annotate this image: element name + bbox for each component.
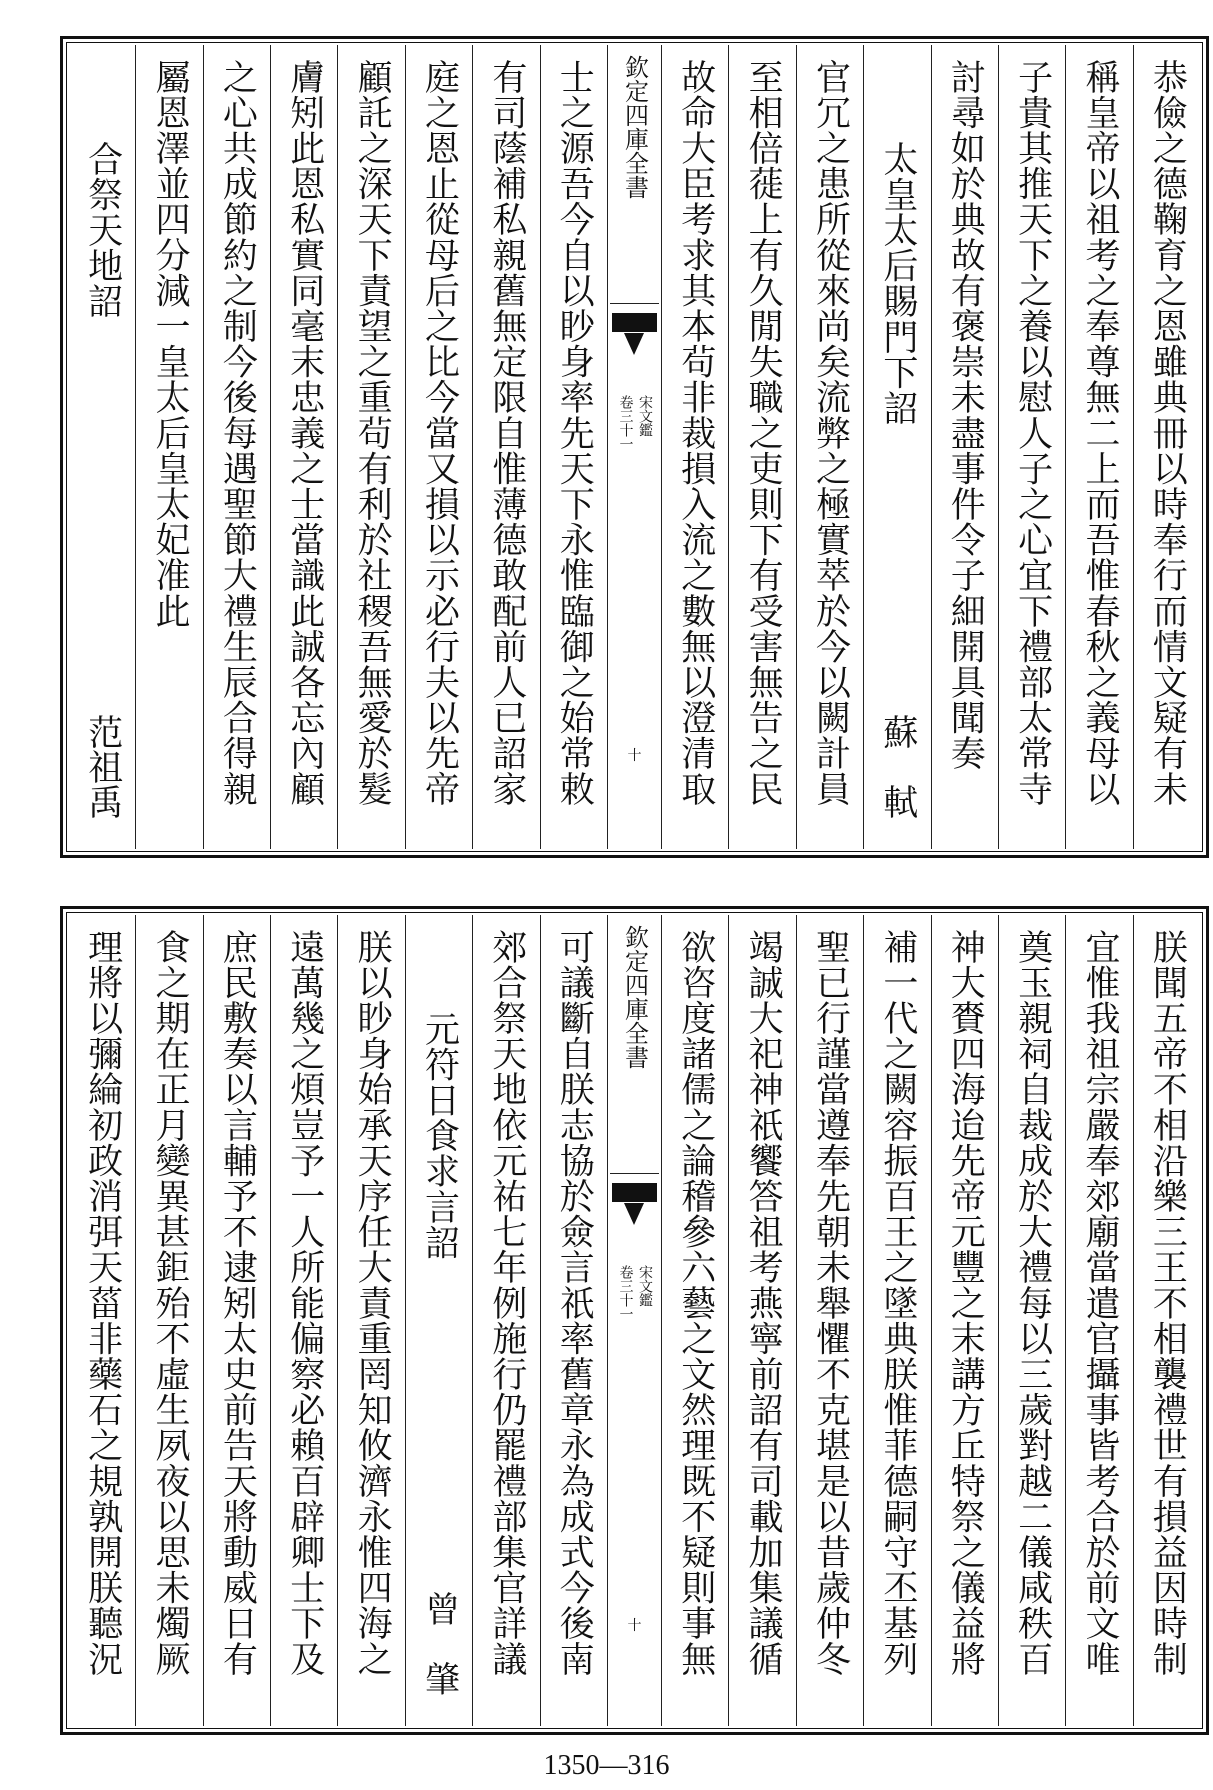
text-column — [728, 45, 795, 849]
text-column — [337, 915, 404, 1726]
text-column — [863, 915, 930, 1726]
text-line: 有司蔭補私親舊無定限自惟薄德敢配前人已詔家 — [486, 59, 527, 807]
bottom-page-columns — [69, 915, 1200, 1726]
text-column — [1065, 915, 1132, 1726]
heading-column — [405, 915, 472, 1726]
text-line: 遠萬幾之煩豈予一人所能偏察必賴百辟卿士下及 — [284, 929, 325, 1677]
fishtail-mark-icon — [612, 313, 657, 355]
text-line: 理將以彌綸初政消弭天菑非藥石之規孰開朕聽況 — [82, 929, 123, 1677]
text-column — [472, 915, 539, 1726]
bottom-page-panel — [60, 906, 1209, 1735]
edict-title: 太皇太后賜門下詔 — [877, 141, 918, 426]
text-column — [135, 45, 202, 849]
text-column — [270, 45, 337, 849]
text-line: 郊合祭天地依元祐七年例施行仍罷禮部集官詳議 — [486, 929, 527, 1677]
text-line: 子貴其推天下之養以慰人子之心宜下禮部太常寺 — [1012, 59, 1053, 807]
fold-rule — [610, 303, 659, 304]
text-column — [931, 915, 998, 1726]
text-column — [796, 915, 863, 1726]
text-line: 神大賚四海迨先帝元豐之末講方丘特祭之儀益將 — [945, 929, 986, 1677]
text-line: 竭誠大祀神祇饗答祖考燕寧前詔有司載加集議循 — [743, 929, 784, 1677]
text-line: 欲咨度諸儒之論稽參六藝之文然理既不疑則事無 — [675, 929, 716, 1677]
text-column — [203, 45, 270, 849]
text-column — [540, 45, 607, 849]
text-line: 故命大臣考求其本茍非裁損入流之數無以澄清取 — [675, 59, 716, 807]
text-line: 稱皇帝以祖考之奉尊無二上而吾惟春秋之義母以 — [1079, 59, 1120, 807]
text-line: 庶民敷奏以言輔予不逮矧太史前告天將動威日有 — [217, 929, 258, 1677]
fishtail-mark-icon — [612, 1183, 657, 1225]
volume-number: 卷三十一 — [617, 395, 634, 451]
text-line: 討尋如於典故有褒崇未盡事件令子細開具聞奏 — [945, 59, 986, 771]
text-line: 官冗之患所從來尚矣流弊之極實萃於今以闕計員 — [810, 59, 851, 807]
text-column — [998, 915, 1065, 1726]
text-column — [1133, 915, 1200, 1726]
volume-info — [615, 1265, 654, 1321]
text-line: 顧託之深天下責望之重茍有利於社稷吾無愛於髮 — [352, 59, 393, 807]
author-name: 蘇 軾 — [877, 714, 918, 819]
text-column — [405, 45, 472, 849]
text-column — [931, 45, 998, 849]
fold-rule — [610, 1173, 659, 1174]
text-line: 庭之恩止從母后之比今當又損以示必行夫以先帝 — [419, 59, 460, 807]
text-line: 宜惟我祖宗嚴奉郊廟當遣官攝事皆考合於前文唯 — [1079, 929, 1120, 1677]
page-number: 1350—316 — [543, 1750, 670, 1781]
text-column — [796, 45, 863, 849]
text-column — [728, 915, 795, 1726]
book-title: 宋文鑑 — [637, 395, 654, 437]
series-title: 欽定四庫全書 — [620, 55, 649, 199]
text-column — [1133, 45, 1200, 849]
edict-title: 元符日食求言詔 — [419, 1011, 460, 1261]
text-line: 朕以眇身始承天序任大責重罔知攸濟永惟四海之 — [352, 929, 393, 1677]
text-line: 朕聞五帝不相沿樂三王不相襲禮世有損益因時制 — [1147, 929, 1188, 1677]
volume-info — [615, 395, 654, 451]
text-column — [540, 915, 607, 1726]
text-column — [337, 45, 404, 849]
heading-column — [69, 45, 135, 849]
center-fold-column — [607, 915, 661, 1726]
volume-number: 卷三十一 — [617, 1265, 634, 1321]
author-name: 范祖禹 — [82, 714, 123, 819]
text-column — [661, 915, 728, 1726]
text-line: 膚矧此恩私實同毫末忠義之士當識此誠各忘內顧 — [284, 59, 325, 807]
text-line: 屬恩澤並四分減一皇太后皇太妃准此 — [149, 59, 190, 629]
text-column — [69, 915, 135, 1726]
text-line: 補一代之闕容振百王之墜典朕惟菲德嗣守丕基列 — [877, 929, 918, 1677]
text-column — [135, 915, 202, 1726]
text-column — [1065, 45, 1132, 849]
folio-number: 十 — [627, 1618, 642, 1634]
text-column — [203, 915, 270, 1726]
text-line: 食之期在正月變異甚鉅殆不虛生夙夜以思未燭厥 — [149, 929, 190, 1677]
top-page-columns — [69, 45, 1200, 849]
text-line: 恭儉之德鞠育之恩雖典冊以時奉行而情文疑有未 — [1147, 59, 1188, 807]
text-line: 至相倍蓰上有久閒失職之吏則下有受害無告之民 — [743, 59, 784, 807]
text-column — [270, 915, 337, 1726]
text-line: 士之源吾今自以眇身率先天下永惟臨御之始常敕 — [554, 59, 595, 807]
folio-number: 十 — [627, 748, 642, 764]
series-title: 欽定四庫全書 — [620, 925, 649, 1069]
text-column — [661, 45, 728, 849]
top-page-panel — [60, 36, 1209, 858]
text-line: 奠玉親祠自裁成於大禮每以三歲對越二儀咸秩百 — [1012, 929, 1053, 1677]
edict-title: 合祭天地詔 — [82, 141, 123, 319]
center-fold-column — [607, 45, 661, 849]
text-line: 聖已行謹當遵奉先朝未舉懼不克堪是以昔歲仲冬 — [810, 929, 851, 1677]
text-column — [998, 45, 1065, 849]
text-line: 之心共成節約之制今後每遇聖節大禮生辰合得親 — [217, 59, 258, 807]
text-line: 可議斷自朕志協於僉言祇率舊章永為成式今後南 — [554, 929, 595, 1677]
book-title: 宋文鑑 — [637, 1265, 654, 1307]
author-name: 曾 肇 — [419, 1591, 460, 1696]
heading-column — [863, 45, 930, 849]
text-column — [472, 45, 539, 849]
